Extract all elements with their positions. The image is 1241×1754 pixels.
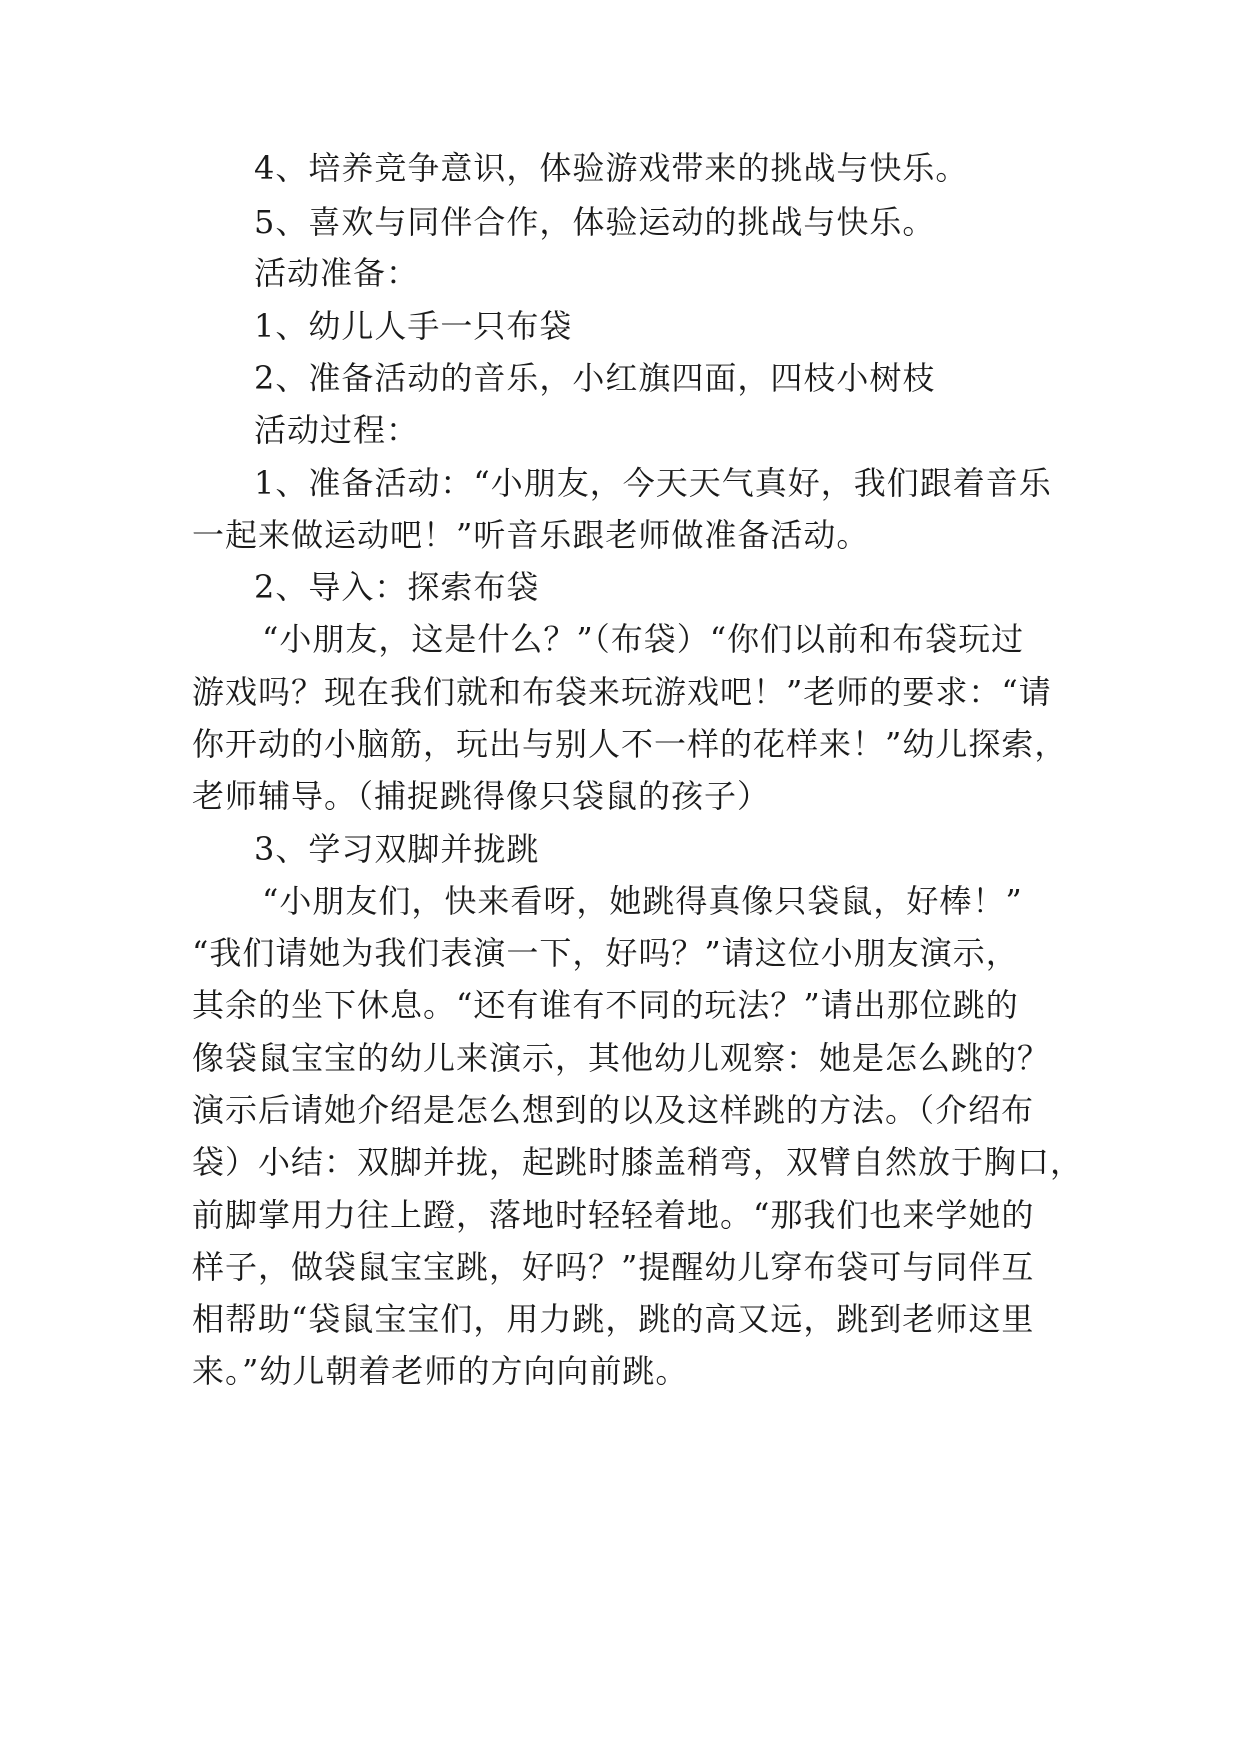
paragraph-line: 样子，做袋鼠宝宝跳，好吗？”提醒幼儿穿布袋可与同伴互 xyxy=(192,1248,1035,1286)
goal-item-5: 5、喜欢与同伴合作，体验运动的挑战与快乐。 xyxy=(254,203,936,241)
preparation-item-1: 1、幼儿人手一只布袋 xyxy=(254,307,573,345)
paragraph-line: 其余的坐下休息。“还有谁有不同的玩法？”请出那位跳的 xyxy=(192,986,1019,1024)
paragraph-line: 游戏吗？现在我们就和布袋来玩游戏吧！”老师的要求：“请 xyxy=(192,673,1052,711)
paragraph-line: 演示后请她介绍是怎么想到的以及这样跳的方法。（介绍布 xyxy=(192,1091,1035,1129)
section-heading-process: 活动过程： xyxy=(254,411,420,449)
paragraph-line: 你开动的小脑筋，玩出与别人不一样的花样来！”幼儿探索， xyxy=(192,725,1068,763)
paragraph-line: 前脚掌用力往上蹬，落地时轻轻着地。“那我们也来学她的 xyxy=(192,1196,1035,1234)
step-heading-2: 2、导入：探索布袋 xyxy=(254,568,540,606)
paragraph-line: 袋）小结：双脚并拢，起跳时膝盖稍弯，双臂自然放于胸口， xyxy=(192,1143,1084,1181)
paragraph-line: 1、准备活动：“小朋友，今天天气真好，我们跟着音乐 xyxy=(254,464,1052,502)
paragraph-line: “我们请她为我们表演一下，好吗？”请这位小朋友演示， xyxy=(192,934,1019,972)
paragraph-line: 老师辅导。（捕捉跳得像只袋鼠的孩子） xyxy=(192,777,771,815)
section-heading-preparation: 活动准备： xyxy=(254,254,420,292)
preparation-item-2: 2、准备活动的音乐，小红旗四面，四枝小树枝 xyxy=(254,359,936,397)
paragraph-line: 来。”幼儿朝着老师的方向向前跳。 xyxy=(192,1352,689,1390)
paragraph-line: 一起来做运动吧！”听音乐跟老师做准备活动。 xyxy=(192,516,870,554)
paragraph-line: 像袋鼠宝宝的幼儿来演示，其他幼儿观察：她是怎么跳的？ xyxy=(192,1039,1051,1077)
paragraph-line: 相帮助“袋鼠宝宝们，用力跳，跳的高又远，跳到老师这里 xyxy=(192,1300,1035,1338)
step-heading-3: 3、学习双脚并拢跳 xyxy=(254,830,540,868)
paragraph-line: “小朋友们，快来看呀，她跳得真像只袋鼠，好棒！” xyxy=(262,882,1023,920)
paragraph-line: “小朋友，这是什么？”（布袋）“你们以前和布袋玩过 xyxy=(262,620,1025,658)
goal-item-4: 4、培养竞争意识，体验游戏带来的挑战与快乐。 xyxy=(254,149,969,187)
